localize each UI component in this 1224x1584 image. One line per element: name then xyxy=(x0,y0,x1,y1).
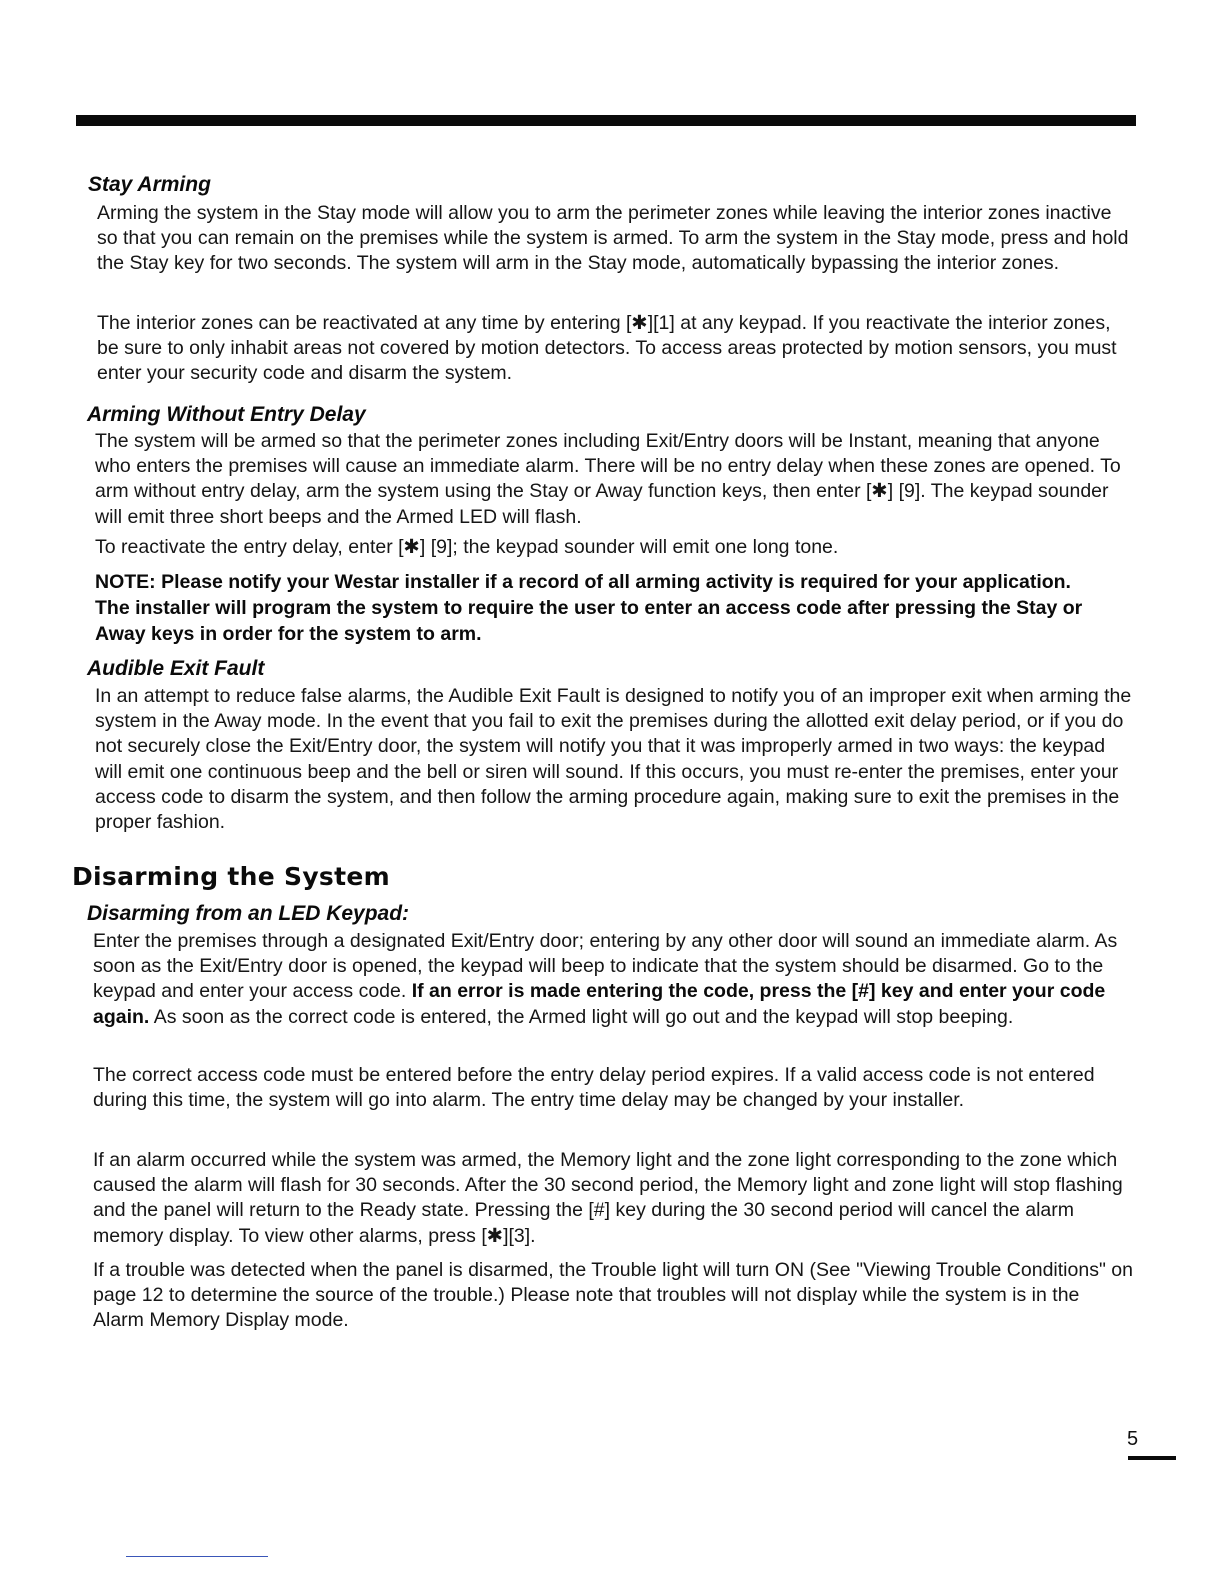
bottom-rule xyxy=(126,1556,268,1557)
disarming-paragraph-1-end: As soon as the correct code is entered, the Armed light will go out and the keypad will stop beeping. xyxy=(153,1005,1014,1028)
page-number-underline xyxy=(1128,1456,1176,1460)
arming-without-entry-delay-paragraph-2: To reactivate the entry delay, enter [✱] [9]; the keypad sounder will emit one long tone. xyxy=(95,536,839,558)
stay-arming-heading: Stay Arming xyxy=(88,173,211,196)
arming-without-entry-delay-paragraph-1: The system will be armed so that the perimeter zones including Exit/Entry doors will be Instant, meaning that anyone who enters the premises will cause an immediate alarm. There will be no entry delay when these zones are opened. To arm without entry delay, arm the system using the Stay or Away function keys, then enter [✱] [9]. The keypad sounder will emit three short beeps and the Armed LED will flash. xyxy=(95,430,1121,528)
stay-arming-paragraph-1: Arming the system in the Stay mode will allow you to arm the perimeter zones while leaving the interior zones inactive so that you can remain on the premises while the system is armed. To arm the system in the Stay mode, press and hold the Stay key for two seconds. The system will arm in the Stay mode, automatically bypassing the interior zones. xyxy=(97,202,1129,275)
disarming-paragraph-1-start: Enter the premises through a designated Exit/Entry door; entering by any other door will sound an immediate alarm. As soon as the Exit/Entry door is opened, the keypad will beep to indicate that the system should be disarmed. Go to the keypad and enter your access code. xyxy=(93,930,1118,1003)
disarming-the-system-heading: Disarming the System xyxy=(72,862,390,891)
disarming-paragraph-1 xyxy=(93,929,1133,1030)
stay-arming-paragraph-2: The interior zones can be reactivated at any time by entering [✱][1] at any keypad. If you reactivate the interior zones, be sure to only inhabit areas not covered by motion detectors. To access areas protected by motion sensors, you must enter your security code and disarm the system. xyxy=(97,312,1117,385)
disarming-paragraph-2: The correct access code must be entered before the entry delay period expires. If a valid access code is not entered during this time, the system will go into alarm. The entry time delay may be changed by your installer. xyxy=(93,1064,1095,1112)
audible-exit-fault-heading: Audible Exit Fault xyxy=(87,657,265,680)
disarming-error-instruction: If an error is made entering the code, press the [#] key and enter your code again. xyxy=(93,980,1106,1028)
disarming-paragraph-4: If a trouble was detected when the panel is disarmed, the Trouble light will turn ON (See "Viewing Trouble Conditions" on page 12 to determine the source of the trouble.) Please note that troubles will not display while the system is in the Alarm Memory Display mode. xyxy=(93,1259,1133,1332)
arming-without-entry-delay-heading: Arming Without Entry Delay xyxy=(87,403,366,426)
disarming-from-led-keypad-heading: Disarming from an LED Keypad: xyxy=(87,902,410,925)
disarming-paragraph-3: If an alarm occurred while the system was armed, the Memory light and the zone light corresponding to the zone which caused the alarm will flash for 30 seconds. After the 30 second period, the Memory light and zone light will stop flashing and the panel will return to the Ready state. Pressing the [#] key during the 30 second period will cancel the alarm memory display. To view other alarms, press [✱][3]. xyxy=(93,1149,1123,1247)
top-rule xyxy=(76,115,1136,126)
westar-installer-note: NOTE: Please notify your Westar installer if a record of all arming activity is required for your application. The installer will program the system to require the user to enter an access code after pressing the Stay or Away keys in order for the system to arm. xyxy=(95,571,1083,645)
audible-exit-fault-paragraph: In an attempt to reduce false alarms, the Audible Exit Fault is designed to notify you of an improper exit when arming the system in the Away mode. In the event that you fail to exit the premises during the allotted exit delay period, or if you do not securely close the Exit/Entry door, the system will notify you that it was improperly armed in two ways: the keypad will emit one continuous beep and the bell or siren will sound. If this occurs, you must re-enter the premises, enter your access code to disarm the system, and then follow the arming procedure again, making sure to exit the premises in the proper fashion. xyxy=(95,685,1132,834)
page-number: 5 xyxy=(1127,1428,1139,1450)
